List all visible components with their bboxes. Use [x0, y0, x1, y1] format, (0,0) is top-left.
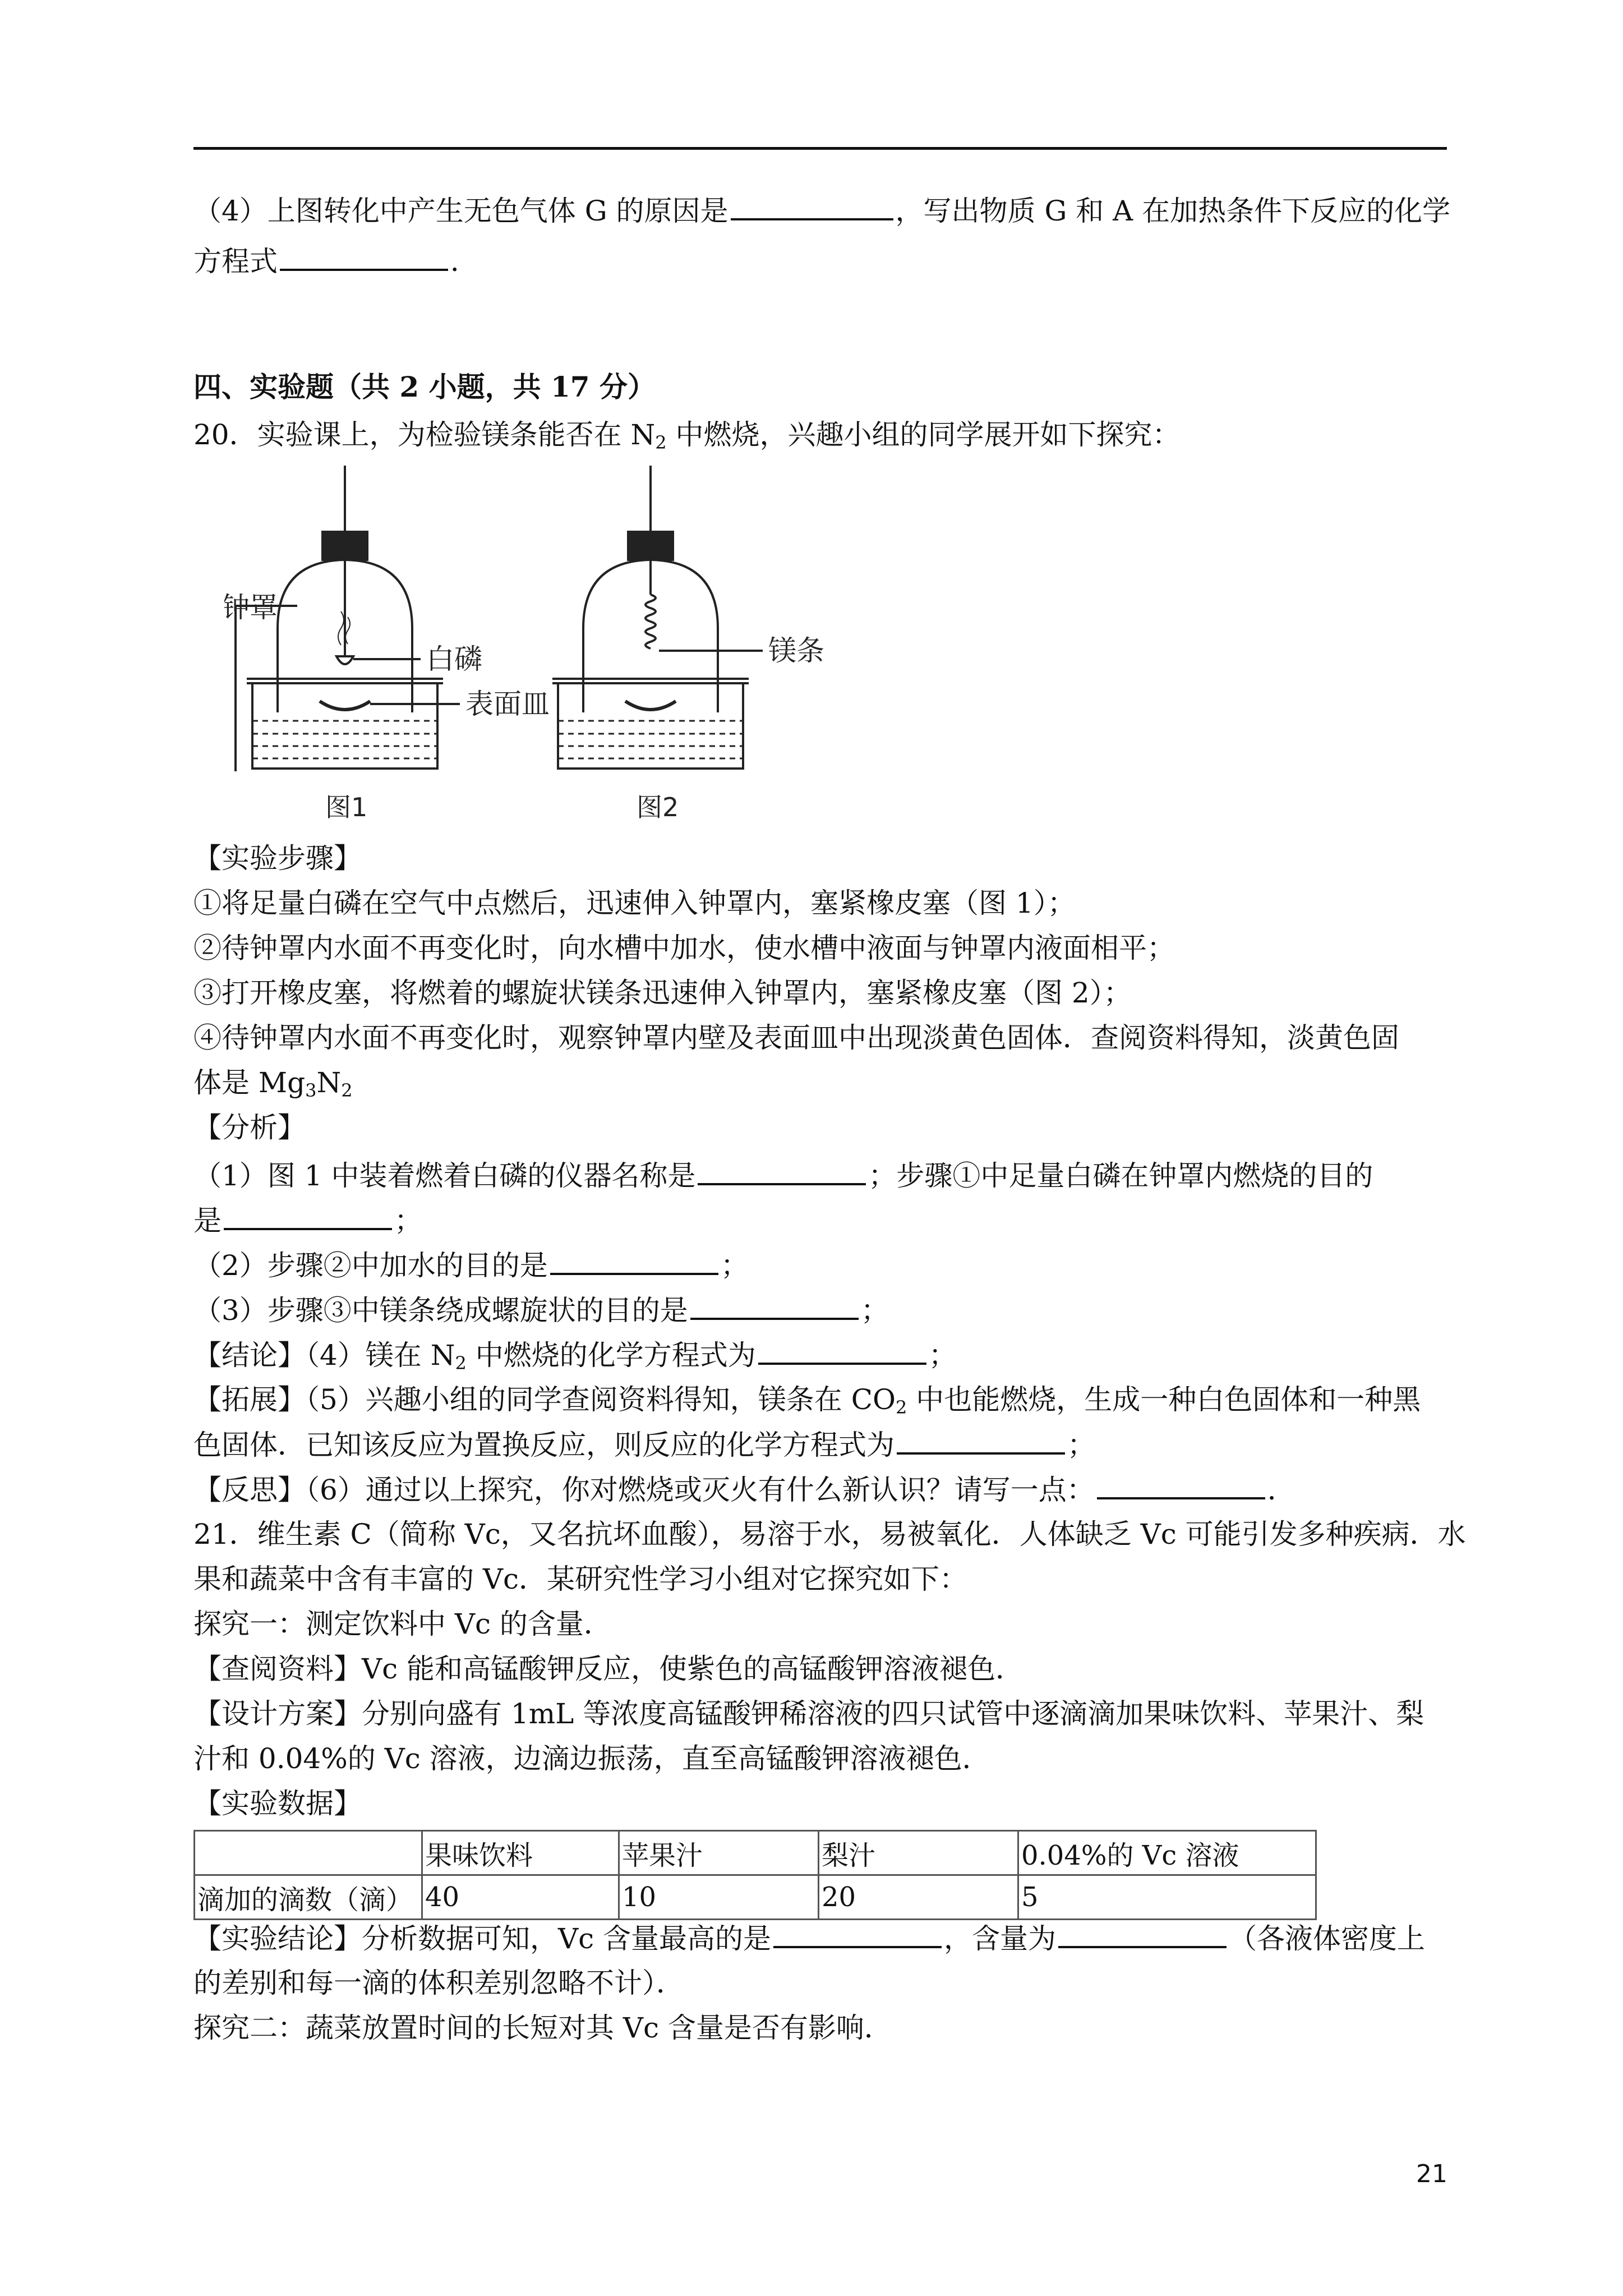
caption-fig2: 图2: [637, 792, 679, 822]
answer-blank[interactable]: [1058, 1921, 1227, 1948]
table-header-cell: [195, 1831, 422, 1875]
table-header-cell: 苹果汁: [619, 1831, 819, 1875]
analysis-2: （2）步骤②中加水的目的是 ；: [193, 1249, 749, 1282]
extension-5-line2: 色固体．已知该反应为置换反应，则反应的化学方程式为 ；: [193, 1429, 1095, 1461]
q19-part4-line1: （4）上图转化中产生无色气体 G 的原因是 ，写出物质 G 和 A 在加热条件下反应的化学: [193, 195, 1451, 227]
label-magnesium: 镁条: [768, 634, 824, 667]
page-number: 21: [1416, 2160, 1447, 2188]
experiment-conclusion-line2: 的差别和每一滴的体积差别忽略不计）．: [193, 1967, 684, 1999]
analysis-3: （3）步骤③中镁条绕成螺旋状的目的是 ；: [193, 1294, 889, 1327]
answer-blank[interactable]: [1097, 1473, 1265, 1499]
label-bell-jar: 钟罩: [224, 591, 278, 624]
answer-blank[interactable]: [690, 1293, 859, 1320]
step-1: ①将足量白磷在空气中点燃后，迅速伸入钟罩内，塞紧橡皮塞（图 1）；: [193, 887, 1076, 919]
table-row: [195, 1875, 1316, 1920]
section-title: 四、实验题（共 2 小题，共 17 分）: [193, 370, 656, 403]
answer-blank[interactable]: [224, 1203, 392, 1230]
answer-blank[interactable]: [897, 1428, 1065, 1455]
magnesium-coil: [645, 595, 656, 648]
table-header-cell: 果味饮料: [422, 1831, 619, 1875]
design-line2: 汁和 0.04%的 Vc 溶液，边滴边振荡，直至高锰酸钾溶液褪色．: [193, 1742, 990, 1775]
table-header-cell: 梨汁: [819, 1831, 1018, 1875]
answer-blank[interactable]: [550, 1248, 718, 1275]
answer-blank[interactable]: [758, 1338, 926, 1365]
table-cell: 20: [819, 1875, 1018, 1920]
analysis-1-line2: 是 ；: [193, 1204, 422, 1237]
trough-left: [252, 683, 437, 769]
answer-blank[interactable]: [280, 244, 448, 271]
label-phosphorus: 白磷: [426, 643, 482, 675]
stopper-left: [322, 532, 367, 560]
stopper-right: [628, 532, 673, 560]
answer-blank[interactable]: [731, 194, 893, 220]
step-2: ②待钟罩内水面不再变化时，向水槽中加水，使水槽中液面与钟罩内液面相平；: [193, 932, 1175, 964]
analysis-heading: 【分析】: [193, 1111, 306, 1144]
conclusion-4: 【结论】（4）镁在 $N_2$ 中燃烧的化学方程式为 ；: [193, 1339, 957, 1374]
explore-1: 探究一：测定饮料中 Vc 的含量．: [193, 1608, 612, 1640]
extension-5-line1: 【拓展】（5）兴趣小组的同学查阅资料得知，镁条在 $CO_2$ 中也能燃烧，生成一种白色固体和一种黑: [193, 1383, 1421, 1418]
table-cell: 5: [1018, 1875, 1316, 1920]
q21-intro-line1: 21．维生素 C（简称 Vc，又名抗坏血酸），易溶于水，易被氧化．人体缺乏 Vc 可能引发多种疾病．水: [193, 1518, 1466, 1550]
analysis-1-line1: （1）图 1 中装着燃着白磷的仪器名称是 ；步骤①中足量白磷在钟罩内燃烧的目的: [193, 1159, 1373, 1192]
caption-fig1: 图1: [325, 792, 368, 822]
step-3: ③打开橡皮塞，将燃着的螺旋状镁条迅速伸入钟罩内，塞紧橡皮塞（图 2）；: [193, 977, 1132, 1009]
table-row-label: 滴加的滴数（滴）: [195, 1875, 422, 1920]
design-line1: 【设计方案】分别向盛有 1mL 等浓度高锰酸钾稀溶液的四只试管中逐滴滴加果味饮料、苹果汁、梨: [193, 1697, 1424, 1730]
table-cell: 40: [422, 1875, 619, 1920]
apparatus-diagram: [224, 466, 852, 825]
table-header-cell: 0.04%的 Vc 溶液: [1018, 1831, 1316, 1875]
q19-part4-line2: 方程式 ．: [193, 245, 478, 278]
explore-2: 探究二：蔬菜放置时间的长短对其 Vc 含量是否有影响．: [193, 2012, 892, 2044]
experiment-conclusion-line1: 【实验结论】分析数据可知，Vc 含量最高的是 ，含量为 （各液体密度上: [193, 1922, 1426, 1955]
q20-intro: 20．实验课上，为检验镁条能否在 $N_2$ 中燃烧，兴趣小组的同学展开如下探究：: [193, 418, 1181, 453]
table-header-row: [195, 1831, 1316, 1875]
data-table: [193, 1830, 1317, 1920]
header-rule: [193, 147, 1447, 150]
step-4-line2: 体是 $Mg_3N_2$: [193, 1066, 353, 1101]
table-cell: 10: [619, 1875, 819, 1920]
smoke-wisp: [338, 611, 344, 645]
reference: 【查阅资料】Vc 能和高锰酸钾反应，使紫色的高锰酸钾溶液褪色．: [193, 1653, 1024, 1685]
trough-right: [558, 683, 743, 769]
data-heading: 【实验数据】: [193, 1787, 362, 1820]
label-watch-glass: 表面皿: [465, 688, 550, 720]
step-4-line1: ④待钟罩内水面不再变化时，观察钟罩内壁及表面皿中出现淡黄色固体．查阅资料得知，淡黄色固: [193, 1022, 1399, 1054]
answer-blank[interactable]: [773, 1921, 942, 1948]
phosphorus-spoon: [336, 656, 353, 664]
reflection-6: 【反思】（6）通过以上探究，你对燃烧或灭火有什么新认识？请写一点： ．: [193, 1474, 1295, 1506]
answer-blank[interactable]: [698, 1158, 866, 1185]
watch-glass-right: [625, 701, 676, 710]
apparatus-figure: [224, 466, 852, 825]
steps-heading: 【实验步骤】: [193, 842, 362, 875]
q21-intro-line2: 果和蔬菜中含有丰富的 Vc．某研究性学习小组对它探究如下：: [193, 1563, 968, 1595]
watch-glass-left: [320, 701, 370, 710]
